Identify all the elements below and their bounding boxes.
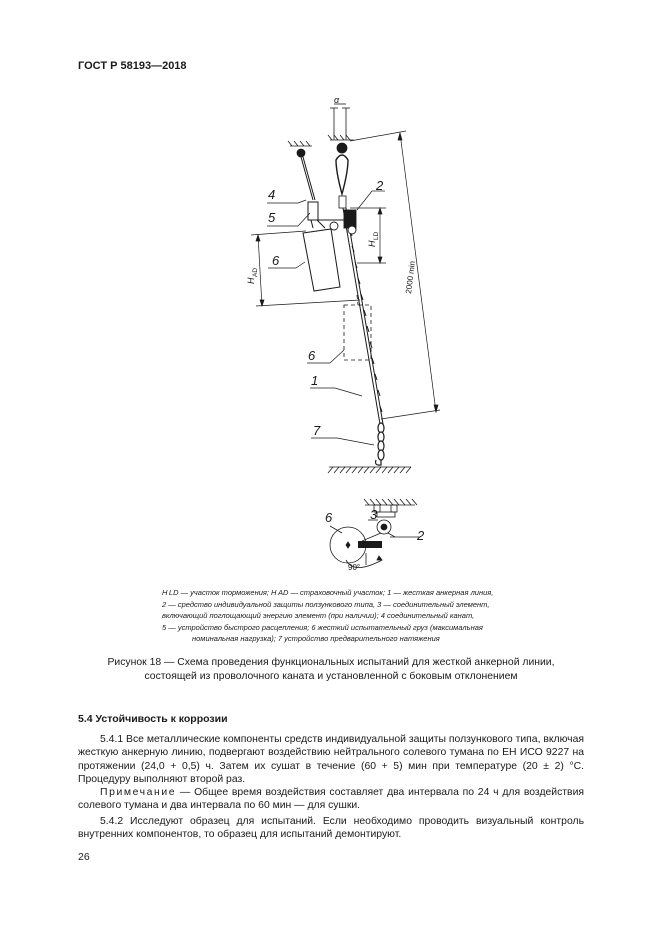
legend-line: 2 — средство индивидуальной защиты ползункового типа, 3 — соединительный элемент, [162, 599, 490, 609]
note-label: Примечание [100, 787, 177, 798]
label-4: 4 [268, 187, 276, 202]
legend-line: H LD — участок торможения; H AD — страховочный участок; 1 — жесткая анкерная линия, [162, 588, 494, 597]
ground-hatch [328, 467, 411, 473]
legend-line: номинальная нагрузка); 7 устройство предварительного натяжения [192, 634, 440, 643]
angle-label: 90° [348, 563, 361, 572]
label-6-top: 6 [272, 253, 280, 268]
plan-label-2: 2 [417, 528, 425, 543]
dimension-2000 [350, 131, 440, 419]
h-ad-subscript: AD [252, 267, 259, 277]
paragraph-5-4-1: 5.4.1 Все металлические компоненты средств индивидуальной защиты ползункового типа, включая жесткую анкерную линию, подвергают воздействию нейтрального солевого тумана по ЕН ИСО 9227 на протяжении (24,0 + 0,5) ч. Затем их сушат в течение (60 + 5) мин при температуре (20 ± 2) °С. Процедуру выполняют второй раз. [78, 734, 584, 785]
section-heading: 5.4 Устойчивость к коррозии [78, 713, 228, 725]
main-ceiling-anchor [328, 135, 354, 208]
figure-legend [162, 587, 542, 645]
paragraph-5-4-2: 5.4.2 Исследуют образец для испытаний. Если необходимо проводить визуальный контроль внутренних компонентов, то образец для испытаний демонтируют. [78, 816, 584, 841]
dimension-2000-label: 2000 min [404, 260, 417, 295]
pretension-device-7 [376, 423, 384, 465]
left-ceiling-anchor [288, 141, 312, 157]
label-6-mid: 6 [308, 348, 316, 363]
connecting-rope-4 [301, 157, 318, 220]
h-ld-label: H [367, 240, 377, 247]
label-5: 5 [268, 210, 276, 225]
plan-label-6: 6 [325, 510, 333, 525]
test-mass-6 [303, 220, 340, 291]
label-2-top: 2 [376, 178, 384, 193]
h-ld-subscript: LD [373, 231, 380, 240]
legend-line: включающий поглощающий энергию элемент (при наличии); 4 соединительный канат, [162, 611, 475, 620]
plan-label-3: 3 [370, 507, 378, 522]
label-1: 1 [311, 373, 319, 388]
leader-lines [267, 191, 385, 445]
h-ad-label: H [246, 277, 256, 284]
top-anchor [330, 104, 350, 140]
note [78, 786, 584, 813]
page-number: 26 [78, 851, 90, 863]
legend-line: 5 — устройство быстрого расцепления; 6 жесткий испытательный груз (максимальная [162, 622, 483, 632]
label-7: 7 [313, 423, 321, 438]
document-header: ГОСТ Р 58193—2018 [78, 60, 187, 72]
note-text: — Общее время воздействия составляет два интервала по 24 ч для воздействия солевого тумана и два интервала по 60 мин — для сушки. [78, 787, 584, 812]
alpha-label: α [334, 95, 340, 105]
figure-caption: Рисунок 18 — Схема проведения функциональных испытаний для жесткой анкерной линии, состоящей из проволочного каната и установленной с боковым отклонением [107, 657, 555, 682]
